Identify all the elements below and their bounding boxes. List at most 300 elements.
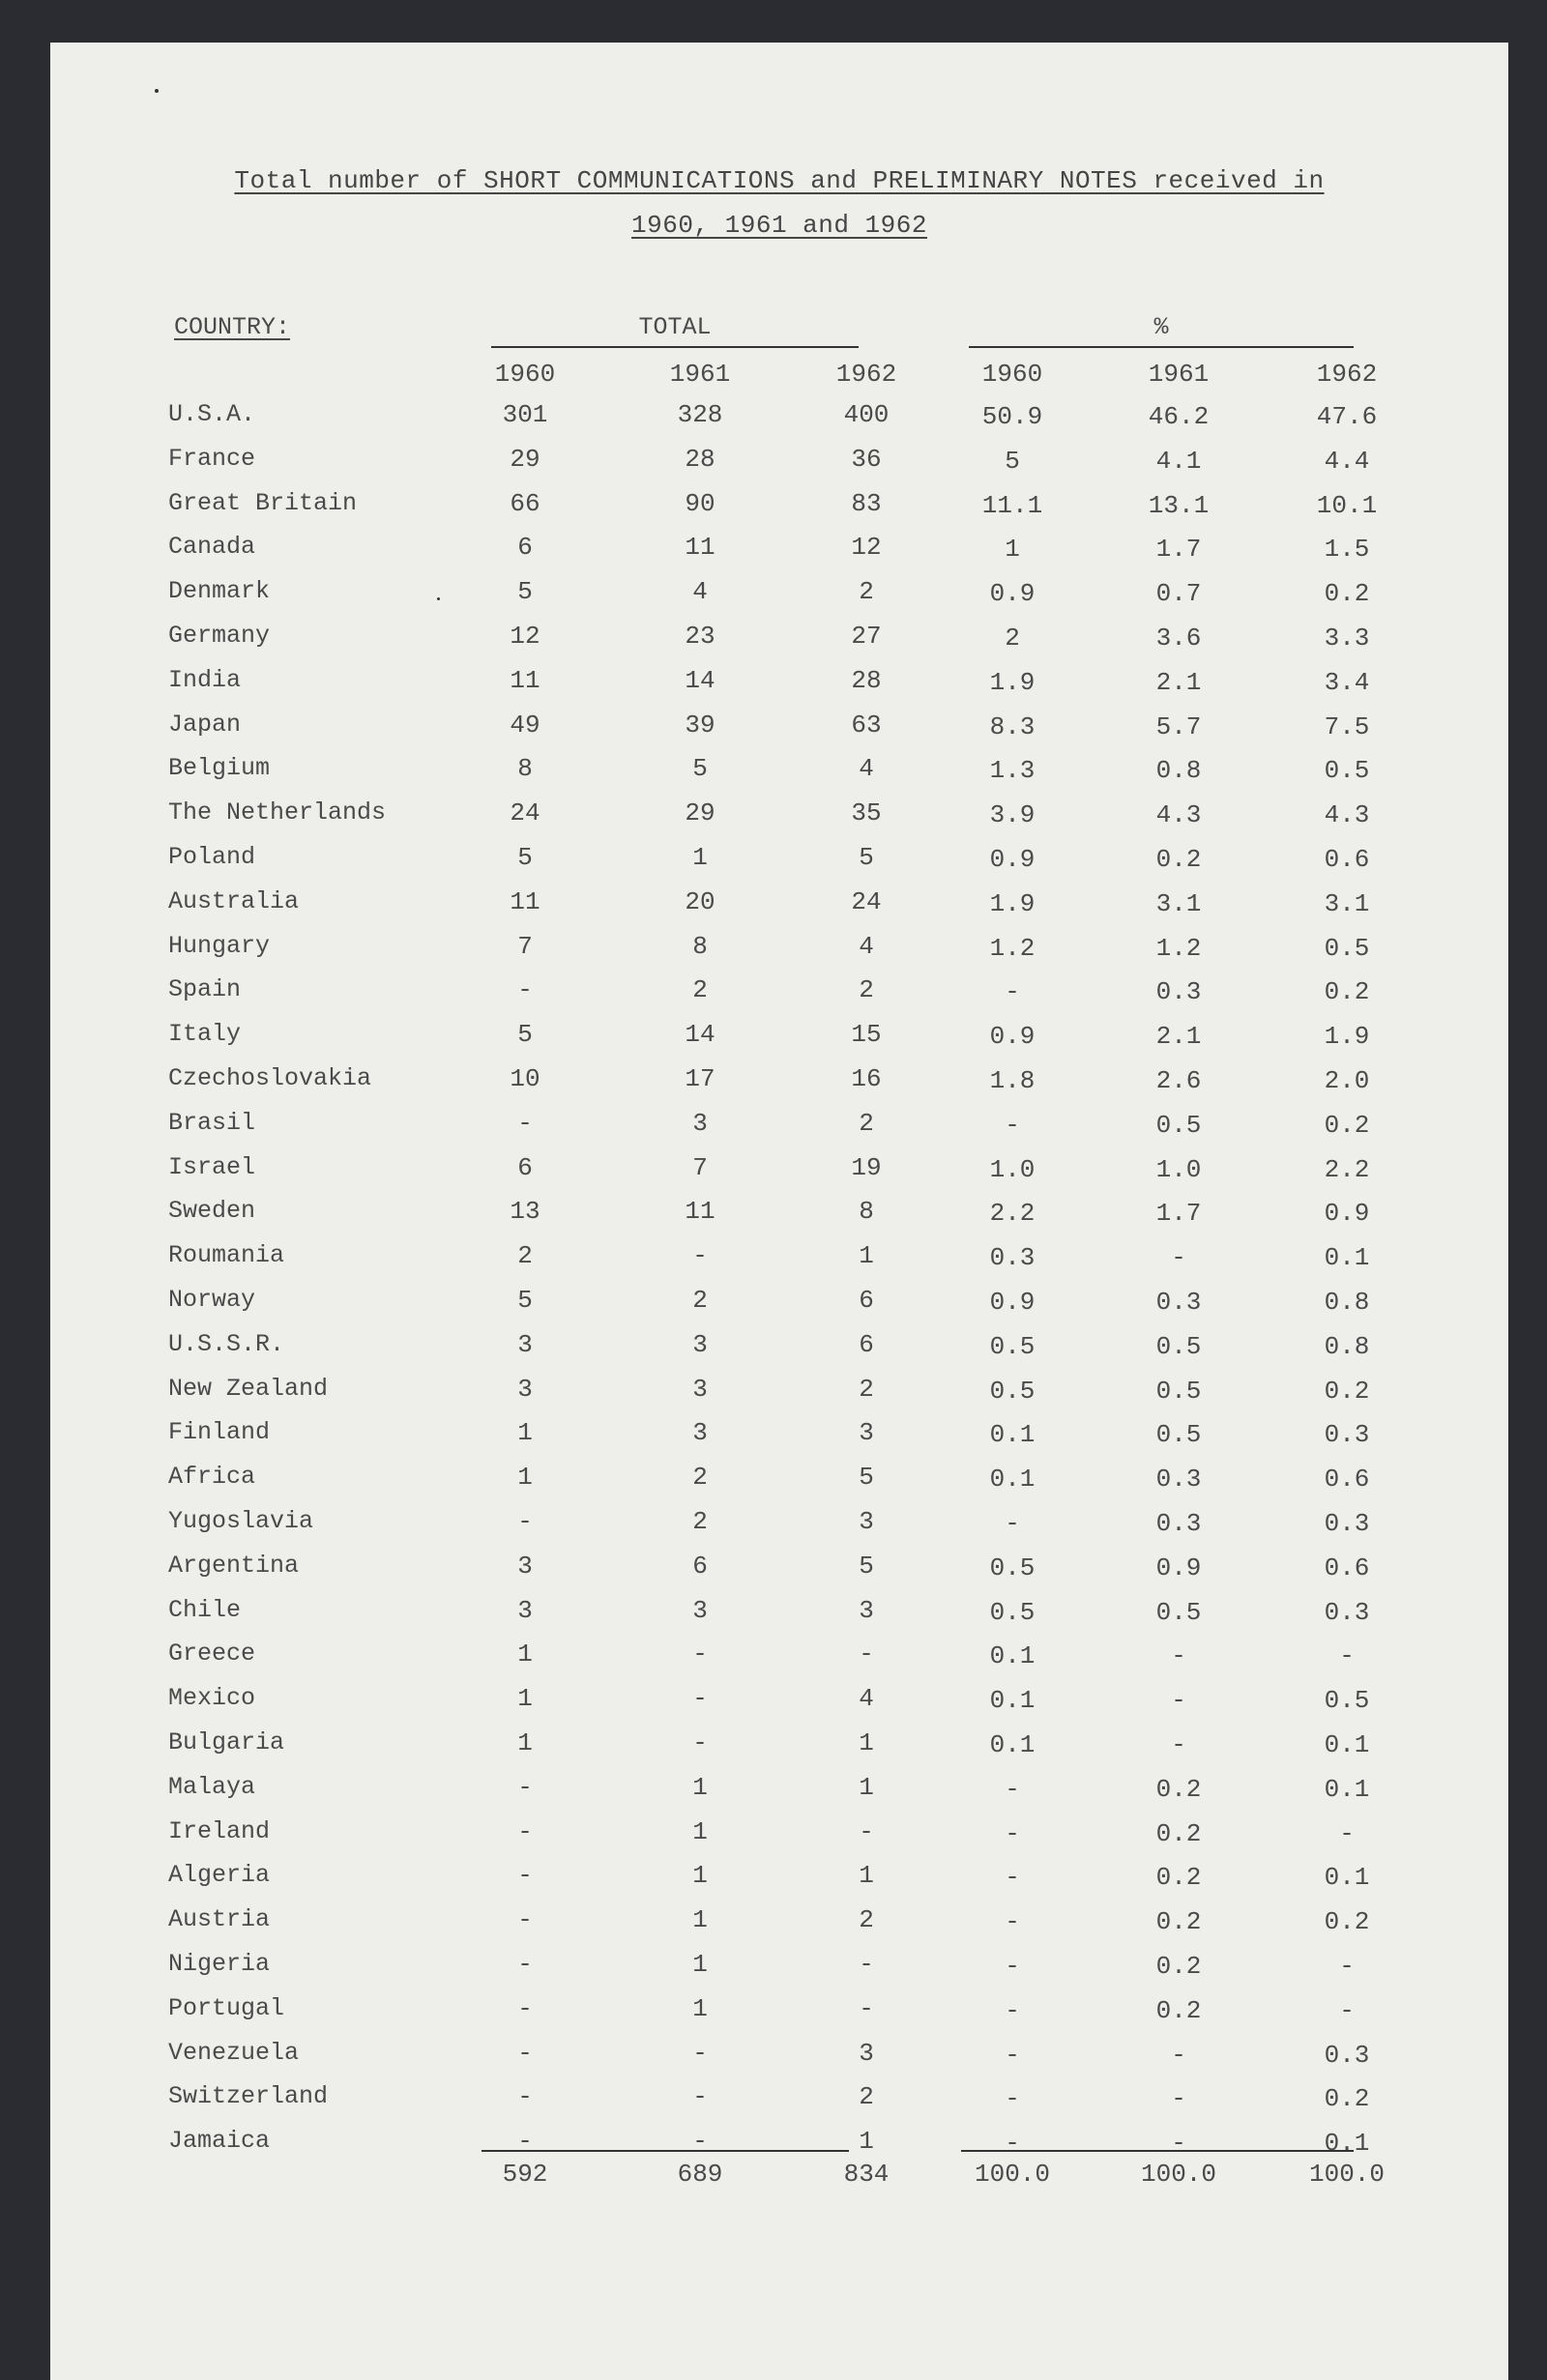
- country-name: Sweden: [168, 1197, 256, 1225]
- value-cell: 14: [685, 666, 715, 695]
- value-cell: 1.0: [1155, 1155, 1202, 1184]
- value-cell: 2: [692, 1286, 708, 1315]
- value-cell: 17: [685, 1064, 715, 1093]
- value-cell: 1: [517, 1640, 533, 1669]
- value-cell: 0.2: [1155, 1863, 1202, 1892]
- value-cell: 3.4: [1324, 668, 1370, 697]
- value-cell: -: [692, 1728, 708, 1757]
- total-group-header: TOTAL: [491, 313, 859, 348]
- value-cell: 0.5: [1155, 1598, 1202, 1627]
- column-total: 100.0: [1140, 2160, 1216, 2189]
- value-cell: 10.1: [1316, 491, 1378, 520]
- value-cell: -: [859, 1950, 874, 1979]
- value-cell: -: [1171, 2084, 1186, 2113]
- value-cell: 3: [517, 1552, 533, 1581]
- value-cell: 0.1: [989, 1641, 1036, 1670]
- value-cell: -: [517, 1109, 533, 1138]
- value-cell: 3: [692, 1596, 708, 1625]
- value-cell: -: [1005, 1111, 1020, 1140]
- value-cell: 0.3: [1155, 1465, 1202, 1494]
- country-name: Jamaica: [168, 2127, 271, 2155]
- country-name: Canada: [168, 533, 256, 561]
- country-name: Italy: [168, 1020, 242, 1048]
- title-line-1: Total number of SHORT COMMUNICATIONS and PRELIMINARY NOTES received in: [234, 166, 1325, 195]
- value-cell: 1: [859, 1728, 874, 1757]
- value-cell: 1: [692, 1773, 708, 1802]
- value-cell: -: [1339, 1641, 1355, 1670]
- country-name: France: [168, 445, 256, 473]
- value-cell: 0.5: [989, 1332, 1036, 1361]
- value-cell: 2: [859, 1109, 874, 1138]
- value-cell: 0.7: [1155, 579, 1202, 608]
- value-cell: 0.8: [1155, 756, 1202, 785]
- value-cell: 20: [685, 887, 715, 916]
- value-cell: 5: [517, 843, 533, 872]
- value-cell: 1.7: [1155, 1199, 1202, 1228]
- country-name: Greece: [168, 1640, 256, 1668]
- value-cell: 1.2: [989, 934, 1036, 963]
- country-name: Brasil: [168, 1109, 256, 1137]
- value-cell: 1.0: [989, 1155, 1036, 1184]
- value-cell: -: [1005, 1775, 1020, 1804]
- value-cell: 47.6: [1316, 402, 1378, 431]
- country-name: Algeria: [168, 1861, 271, 1889]
- value-cell: 2.6: [1155, 1066, 1202, 1095]
- country-name: Nigeria: [168, 1950, 271, 1978]
- column-total: 100.0: [974, 2160, 1050, 2189]
- value-cell: 0.9: [989, 1288, 1036, 1317]
- country-name: Japan: [168, 711, 242, 739]
- value-cell: -: [1339, 1996, 1355, 2025]
- value-cell: 3: [692, 1418, 708, 1447]
- value-cell: 12: [510, 622, 540, 651]
- value-cell: 0.9: [989, 579, 1036, 608]
- value-cell: -: [517, 2127, 533, 2156]
- value-cell: 14: [685, 1020, 715, 1049]
- value-cell: -: [1171, 1730, 1186, 1759]
- value-cell: -: [517, 1507, 533, 1536]
- value-cell: -: [517, 1905, 533, 1934]
- value-cell: 6: [859, 1330, 874, 1359]
- value-cell: -: [517, 1861, 533, 1890]
- value-cell: 5: [1005, 447, 1020, 476]
- value-cell: 1: [692, 1817, 708, 1846]
- country-name: Finland: [168, 1418, 271, 1446]
- value-cell: 0.1: [989, 1686, 1036, 1715]
- value-cell: -: [1339, 1819, 1355, 1848]
- value-cell: 49: [510, 711, 540, 740]
- value-cell: 0.5: [1155, 1332, 1202, 1361]
- value-cell: 6: [859, 1286, 874, 1315]
- value-cell: -: [1171, 2129, 1186, 2158]
- value-cell: 0.5: [1155, 1377, 1202, 1406]
- value-cell: 3: [692, 1375, 708, 1404]
- column-total: 592: [502, 2160, 548, 2189]
- country-name: Belgium: [168, 754, 271, 782]
- value-cell: 3: [517, 1330, 533, 1359]
- value-cell: 0.2: [1155, 1819, 1202, 1848]
- document-page: [50, 43, 1508, 2380]
- value-cell: 63: [851, 711, 882, 740]
- value-cell: 3: [859, 1418, 874, 1447]
- value-cell: 28: [685, 445, 715, 474]
- value-cell: -: [692, 2082, 708, 2111]
- value-cell: 0.9: [1324, 1199, 1370, 1228]
- value-cell: -: [1005, 1863, 1020, 1892]
- year-header: 1960: [494, 360, 556, 389]
- value-cell: 0.3: [1155, 1509, 1202, 1538]
- value-cell: 28: [851, 666, 882, 695]
- country-name: Malaya: [168, 1773, 256, 1801]
- value-cell: 7: [517, 932, 533, 961]
- value-cell: 2: [859, 975, 874, 1004]
- value-cell: -: [692, 2127, 708, 2156]
- country-name: India: [168, 666, 242, 694]
- value-cell: 24: [510, 798, 540, 827]
- value-cell: 0.2: [1324, 1111, 1370, 1140]
- country-name: Switzerland: [168, 2082, 329, 2110]
- value-cell: 35: [851, 798, 882, 827]
- value-cell: 0.2: [1324, 579, 1370, 608]
- value-cell: 5.7: [1155, 712, 1202, 741]
- value-cell: 0.2: [1155, 1952, 1202, 1981]
- value-cell: 8: [859, 1197, 874, 1226]
- value-cell: -: [692, 2039, 708, 2068]
- country-name: Yugoslavia: [168, 1507, 314, 1535]
- country-name: Great Britain: [168, 489, 358, 517]
- value-cell: 0.1: [989, 1465, 1036, 1494]
- value-cell: 0.5: [1324, 756, 1370, 785]
- value-cell: 19: [851, 1153, 882, 1182]
- value-cell: 0.2: [1155, 1907, 1202, 1936]
- value-cell: -: [1339, 1952, 1355, 1981]
- value-cell: 0.2: [1155, 1996, 1202, 2025]
- value-cell: 23: [685, 622, 715, 651]
- country-name: U.S.A.: [168, 400, 256, 428]
- value-cell: 5: [859, 843, 874, 872]
- value-cell: 0.2: [1155, 1775, 1202, 1804]
- value-cell: 1: [859, 1861, 874, 1890]
- value-cell: 6: [517, 1153, 533, 1182]
- value-cell: 6: [692, 1552, 708, 1581]
- value-cell: 0.5: [1155, 1111, 1202, 1140]
- value-cell: 0.5: [989, 1377, 1036, 1406]
- value-cell: 5: [859, 1463, 874, 1492]
- value-cell: 7.5: [1324, 712, 1370, 741]
- value-cell: 2.1: [1155, 668, 1202, 697]
- percent-sum-rule: [961, 2150, 1354, 2152]
- value-cell: 0.8: [1324, 1288, 1370, 1317]
- value-cell: 328: [677, 400, 723, 429]
- value-cell: 0.2: [1324, 1377, 1370, 1406]
- value-cell: 2: [692, 975, 708, 1004]
- value-cell: -: [1005, 1996, 1020, 2025]
- value-cell: 11.1: [981, 491, 1043, 520]
- value-cell: 0.2: [1155, 845, 1202, 874]
- value-cell: 13: [510, 1197, 540, 1226]
- value-cell: 1.5: [1324, 535, 1370, 564]
- country-name: New Zealand: [168, 1375, 329, 1403]
- value-cell: -: [859, 1994, 874, 2023]
- value-cell: 1.9: [989, 889, 1036, 918]
- value-cell: -: [517, 975, 533, 1004]
- value-cell: 3: [859, 1596, 874, 1625]
- value-cell: 66: [510, 489, 540, 518]
- value-cell: 1: [859, 2127, 874, 2156]
- value-cell: 1: [692, 843, 708, 872]
- value-cell: 2.0: [1324, 1066, 1370, 1095]
- value-cell: 0.2: [1324, 1907, 1370, 1936]
- value-cell: 0.2: [1324, 2084, 1370, 2113]
- value-cell: 0.3: [989, 1243, 1036, 1272]
- country-name: Germany: [168, 622, 271, 650]
- value-cell: 11: [685, 533, 715, 562]
- value-cell: 1.7: [1155, 535, 1202, 564]
- value-cell: 24: [851, 887, 882, 916]
- value-cell: 4.1: [1155, 447, 1202, 476]
- value-cell: 0.6: [1324, 1553, 1370, 1582]
- value-cell: 2.1: [1155, 1022, 1202, 1051]
- value-cell: -: [692, 1684, 708, 1713]
- value-cell: 1: [692, 1950, 708, 1979]
- value-cell: -: [1005, 2129, 1020, 2158]
- value-cell: 0.3: [1324, 2041, 1370, 2070]
- value-cell: 1: [517, 1418, 533, 1447]
- value-cell: 10: [510, 1064, 540, 1093]
- value-cell: 4.4: [1324, 447, 1370, 476]
- title-line-2: 1960, 1961 and 1962: [631, 211, 927, 240]
- value-cell: -: [517, 1950, 533, 1979]
- percent-group-header: %: [969, 313, 1354, 348]
- country-name: Bulgaria: [168, 1728, 285, 1756]
- value-cell: -: [692, 1640, 708, 1669]
- value-cell: 3: [692, 1109, 708, 1138]
- country-name: Mexico: [168, 1684, 256, 1712]
- value-cell: -: [859, 1817, 874, 1846]
- value-cell: 8.3: [989, 712, 1036, 741]
- value-cell: 4: [859, 1684, 874, 1713]
- country-name: Roumania: [168, 1241, 285, 1269]
- value-cell: -: [517, 1817, 533, 1846]
- value-cell: 0.5: [1155, 1420, 1202, 1449]
- value-cell: 11: [510, 887, 540, 916]
- country-column-header: COUNTRY:: [174, 313, 291, 341]
- value-cell: 2: [859, 2082, 874, 2111]
- value-cell: 7: [692, 1153, 708, 1182]
- value-cell: 3.9: [989, 800, 1036, 829]
- value-cell: -: [1005, 1952, 1020, 1981]
- value-cell: 3.1: [1155, 889, 1202, 918]
- value-cell: 8: [692, 932, 708, 961]
- value-cell: 5: [692, 754, 708, 783]
- year-header: 1960: [981, 360, 1043, 389]
- value-cell: 0.1: [1324, 2129, 1370, 2158]
- value-cell: -: [1171, 2041, 1186, 2070]
- value-cell: 1: [692, 1905, 708, 1934]
- value-cell: 2: [517, 1241, 533, 1270]
- value-cell: 1: [692, 1994, 708, 2023]
- value-cell: 0.8: [1324, 1332, 1370, 1361]
- value-cell: 0.3: [1155, 1288, 1202, 1317]
- value-cell: 6: [517, 533, 533, 562]
- country-name: Venezuela: [168, 2039, 300, 2067]
- value-cell: 4: [692, 577, 708, 606]
- value-cell: -: [859, 1640, 874, 1669]
- value-cell: -: [517, 1773, 533, 1802]
- value-cell: 1: [517, 1728, 533, 1757]
- value-cell: 0.5: [989, 1598, 1036, 1627]
- value-cell: 1: [692, 1861, 708, 1890]
- paper-speck: [155, 89, 159, 93]
- value-cell: 3.1: [1324, 889, 1370, 918]
- column-total: 100.0: [1308, 2160, 1385, 2189]
- value-cell: 400: [843, 400, 890, 429]
- value-cell: 11: [510, 666, 540, 695]
- country-name: Austria: [168, 1905, 271, 1933]
- value-cell: 1.3: [989, 756, 1036, 785]
- value-cell: 3: [692, 1330, 708, 1359]
- value-cell: 0.2: [1324, 977, 1370, 1006]
- value-cell: 1.9: [1324, 1022, 1370, 1051]
- value-cell: 3.3: [1324, 624, 1370, 653]
- value-cell: -: [1005, 2041, 1020, 2070]
- value-cell: 0.5: [989, 1553, 1036, 1582]
- year-header: 1962: [1316, 360, 1378, 389]
- value-cell: 2: [1005, 624, 1020, 653]
- value-cell: 0.1: [1324, 1863, 1370, 1892]
- value-cell: 4: [859, 754, 874, 783]
- value-cell: 13.1: [1148, 491, 1210, 520]
- value-cell: 1: [517, 1463, 533, 1492]
- value-cell: 0.9: [989, 1022, 1036, 1051]
- value-cell: -: [1171, 1641, 1186, 1670]
- country-name: Africa: [168, 1463, 256, 1491]
- value-cell: 0.5: [1324, 934, 1370, 963]
- column-total: 834: [843, 2160, 890, 2189]
- country-name: The Netherlands: [168, 798, 387, 827]
- value-cell: -: [1171, 1686, 1186, 1715]
- value-cell: 5: [517, 577, 533, 606]
- country-name: Ireland: [168, 1817, 271, 1845]
- value-cell: 3: [859, 1507, 874, 1536]
- value-cell: 50.9: [981, 402, 1043, 431]
- value-cell: 29: [685, 798, 715, 827]
- value-cell: 0.1: [989, 1730, 1036, 1759]
- value-cell: -: [1005, 1907, 1020, 1936]
- paper-speck: [437, 597, 440, 600]
- value-cell: -: [1005, 1509, 1020, 1538]
- value-cell: 2.2: [1324, 1155, 1370, 1184]
- value-cell: -: [517, 2082, 533, 2111]
- value-cell: 83: [851, 489, 882, 518]
- document-subtitle: [50, 211, 1508, 240]
- country-name: Norway: [168, 1286, 256, 1314]
- value-cell: 2: [692, 1463, 708, 1492]
- country-name: Chile: [168, 1596, 242, 1624]
- value-cell: 3: [517, 1375, 533, 1404]
- value-cell: 0.1: [989, 1420, 1036, 1449]
- total-sum-rule: [482, 2150, 849, 2152]
- value-cell: 4.3: [1155, 800, 1202, 829]
- value-cell: 16: [851, 1064, 882, 1093]
- value-cell: 5: [859, 1552, 874, 1581]
- value-cell: 0.6: [1324, 1465, 1370, 1494]
- value-cell: 8: [517, 754, 533, 783]
- country-name: Denmark: [168, 577, 271, 605]
- value-cell: 0.3: [1324, 1598, 1370, 1627]
- year-header: 1962: [835, 360, 897, 389]
- country-name: Czechoslovakia: [168, 1064, 372, 1092]
- value-cell: 15: [851, 1020, 882, 1049]
- value-cell: 0.9: [989, 845, 1036, 874]
- value-cell: 2: [859, 1375, 874, 1404]
- column-total: 689: [677, 2160, 723, 2189]
- value-cell: 4.3: [1324, 800, 1370, 829]
- value-cell: 1.8: [989, 1066, 1036, 1095]
- country-name: Hungary: [168, 932, 271, 960]
- year-header: 1961: [1148, 360, 1210, 389]
- country-name: Argentina: [168, 1552, 300, 1580]
- value-cell: -: [517, 1994, 533, 2023]
- value-cell: 5: [517, 1286, 533, 1315]
- value-cell: 1.9: [989, 668, 1036, 697]
- value-cell: -: [692, 1241, 708, 1270]
- value-cell: -: [1171, 1243, 1186, 1272]
- value-cell: 46.2: [1148, 402, 1210, 431]
- value-cell: 5: [517, 1020, 533, 1049]
- value-cell: 1: [1005, 535, 1020, 564]
- value-cell: 0.3: [1324, 1509, 1370, 1538]
- value-cell: 2: [859, 577, 874, 606]
- value-cell: -: [1005, 2084, 1020, 2113]
- value-cell: 90: [685, 489, 715, 518]
- value-cell: 0.1: [1324, 1730, 1370, 1759]
- value-cell: 36: [851, 445, 882, 474]
- value-cell: 1: [517, 1684, 533, 1713]
- country-name: Portugal: [168, 1994, 285, 2022]
- value-cell: 39: [685, 711, 715, 740]
- value-cell: 3: [517, 1596, 533, 1625]
- value-cell: 1.2: [1155, 934, 1202, 963]
- value-cell: 0.6: [1324, 845, 1370, 874]
- value-cell: 3: [859, 2039, 874, 2068]
- value-cell: 2: [692, 1507, 708, 1536]
- value-cell: -: [1005, 1819, 1020, 1848]
- country-name: Spain: [168, 975, 242, 1003]
- value-cell: 29: [510, 445, 540, 474]
- country-name: Israel: [168, 1153, 256, 1181]
- value-cell: 3.6: [1155, 624, 1202, 653]
- country-name: Poland: [168, 843, 256, 871]
- value-cell: 0.5: [1324, 1686, 1370, 1715]
- value-cell: 301: [502, 400, 548, 429]
- value-cell: 0.9: [1155, 1553, 1202, 1582]
- value-cell: 0.1: [1324, 1243, 1370, 1272]
- value-cell: -: [517, 2039, 533, 2068]
- value-cell: 12: [851, 533, 882, 562]
- country-name: U.S.S.R.: [168, 1330, 285, 1358]
- document-title: [50, 166, 1508, 195]
- year-header: 1961: [669, 360, 731, 389]
- value-cell: 27: [851, 622, 882, 651]
- value-cell: -: [1005, 977, 1020, 1006]
- value-cell: 1: [859, 1241, 874, 1270]
- value-cell: 2.2: [989, 1199, 1036, 1228]
- value-cell: 2: [859, 1905, 874, 1934]
- value-cell: 0.3: [1324, 1420, 1370, 1449]
- value-cell: 4: [859, 932, 874, 961]
- value-cell: 0.3: [1155, 977, 1202, 1006]
